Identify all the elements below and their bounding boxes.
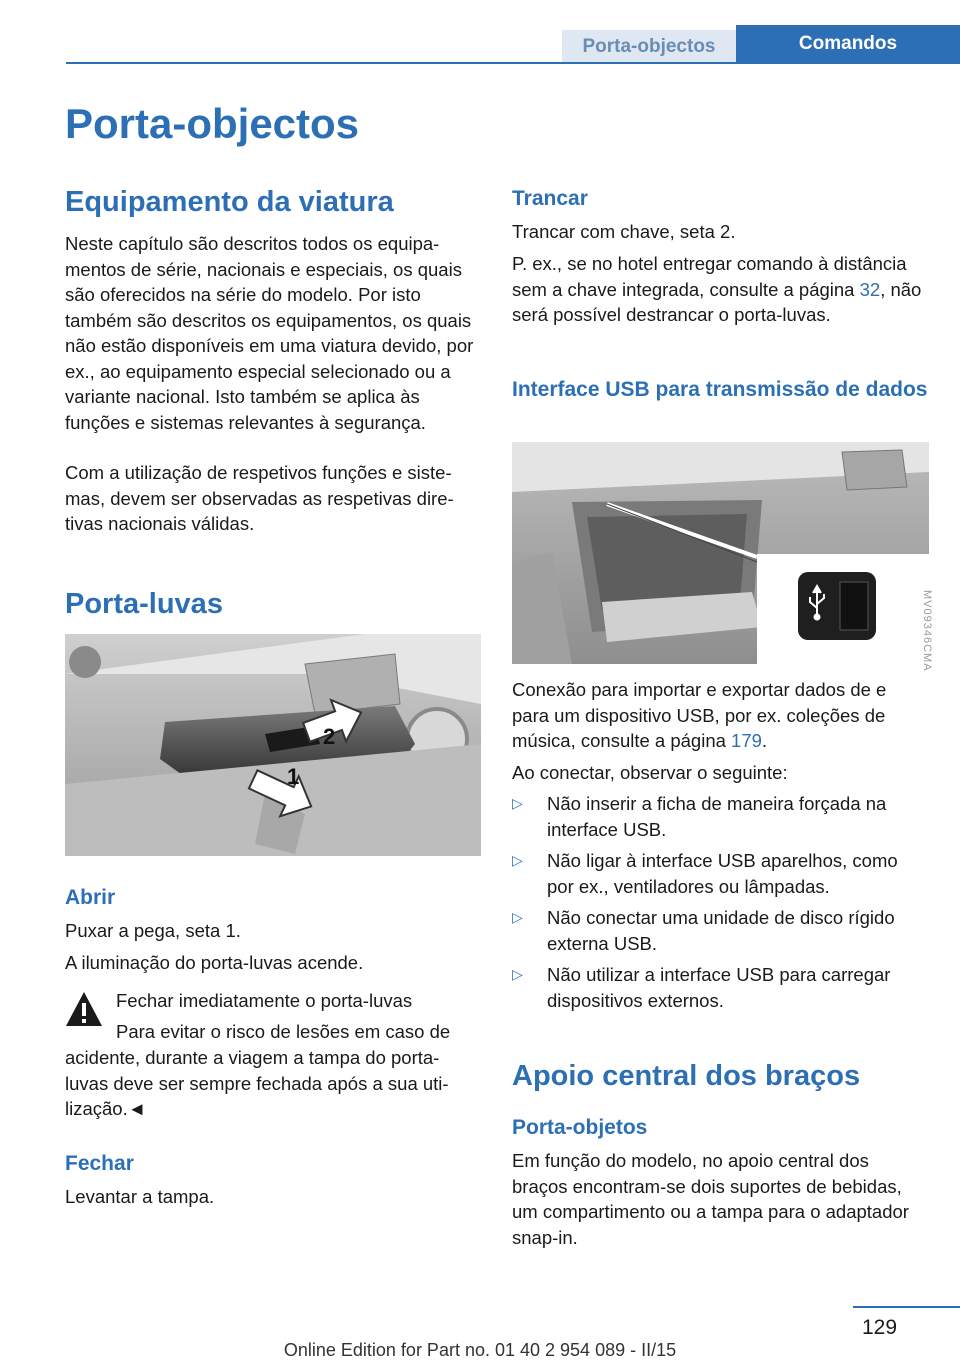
trancar-paragraph <box>512 251 928 328</box>
usb-text-a: Conexão para importar e exportar dados de e para um dispositivo USB, por ex. coleções de música, consulte a página <box>512 679 887 751</box>
list-item <box>512 791 928 843</box>
bullet-text: Não inserir a ficha de maneira forçada na interface USB. <box>547 793 887 840</box>
arrow-label-2: 2 <box>323 724 336 749</box>
page-number-rule <box>853 1306 960 1308</box>
warning-title: Fechar imediatamente o porta-luvas <box>116 990 413 1011</box>
footer-edition: Online Edition for Part no. 01 40 2 954 089 - II/15 <box>283 1340 677 1360</box>
header-section-tab: Porta-objectos <box>562 30 736 63</box>
trancar-heading: Trancar <box>512 187 588 210</box>
portaobjetos-paragraph: Em função do modelo, no apoio central dos braços encontram-se dois suportes de bebidas, um compartimento ou a tampa para o adaptador snap-in. <box>512 1150 909 1248</box>
list-item <box>512 962 928 1014</box>
usb-text-b: . <box>761 730 768 751</box>
header-rule <box>66 62 960 64</box>
bullet-marker: ▷ <box>512 909 523 925</box>
usb-intro: Ao conectar, observar o seguinte: <box>512 762 788 783</box>
bullet-text: Não ligar à interface USB aparelhos, como por ex., ventiladores ou lâmpadas. <box>547 850 898 897</box>
image-code: MV09346CMA <box>921 590 933 672</box>
glovebox-heading: Porta-luvas <box>65 588 223 620</box>
abrir-note: A iluminação do porta-luvas acende. <box>65 952 364 973</box>
page-link-32[interactable]: 32 <box>859 278 881 300</box>
page-link-179[interactable]: 179 <box>731 730 762 751</box>
fechar-step: Levantar a tampa. <box>65 1186 215 1207</box>
trancar-text-b: , não será possível destrancar o porta-luvas. <box>512 278 922 325</box>
list-item <box>512 848 928 900</box>
bullet-text: Não utilizar a interface USB para carregar dispositivos externos. <box>547 964 891 1011</box>
abrir-step: Puxar a pega, seta 1. <box>65 920 241 941</box>
armrest-heading: Apoio central dos braços <box>512 1060 861 1092</box>
abrir-heading: Abrir <box>65 886 116 909</box>
usb-illustration <box>512 442 929 664</box>
bullet-text: Não conectar uma unidade de disco rígido externa USB. <box>547 907 895 954</box>
bullet-marker: ▷ <box>512 852 523 868</box>
equipment-paragraph-2: Com a utilização de respetivos funções e sistemas, devem ser observadas as respetivas diretivas nacionais válidas. <box>65 462 454 534</box>
usb-heading: Interface USB para transmissão de dados <box>512 378 928 401</box>
fechar-heading: Fechar <box>65 1152 134 1175</box>
arrow-label-1: 1 <box>287 764 300 789</box>
bullet-marker: ▷ <box>512 795 523 811</box>
page-number: 129 <box>862 1316 898 1339</box>
warning-text: acidente, durante a viagem a tampa do porta-luvas deve ser sempre fechada após a sua utilização.◄ <box>65 1047 449 1119</box>
bullet-marker: ▷ <box>512 966 523 982</box>
equipment-heading: Equipamento da viatura <box>65 186 394 218</box>
equipment-paragraph-1: Neste capítulo são descritos todos os equipamentos de série, nacionais e especiais, os quais são oferecidos na série do modelo. Por isto também são descritos os equipamentos, os quais não estão disponíveis em uma viatura devido, por ex., ao equipamento especial selecionado ou a variante nacional. Isto também se aplica às funções e sistemas relevantes à segurança. <box>65 233 474 433</box>
usb-paragraph <box>512 677 928 754</box>
usb-image <box>512 442 929 664</box>
warning-text-first-line: Para evitar o risco de lesões em caso de <box>116 1021 451 1042</box>
page-title: Porta-objectos <box>65 100 360 147</box>
header-chapter-tab: Comandos <box>736 25 960 63</box>
list-item <box>512 905 928 957</box>
glovebox-illustration <box>65 634 481 856</box>
trancar-text-a: P. ex., se no hotel entregar comando à distância sem a chave integrada, consulte a página <box>512 253 907 300</box>
warning-icon <box>64 990 104 1028</box>
portaobjetos-heading: Porta-objetos <box>512 1116 648 1139</box>
trancar-step: Trancar com chave, seta 2. <box>512 221 736 242</box>
glovebox-image <box>65 634 481 856</box>
